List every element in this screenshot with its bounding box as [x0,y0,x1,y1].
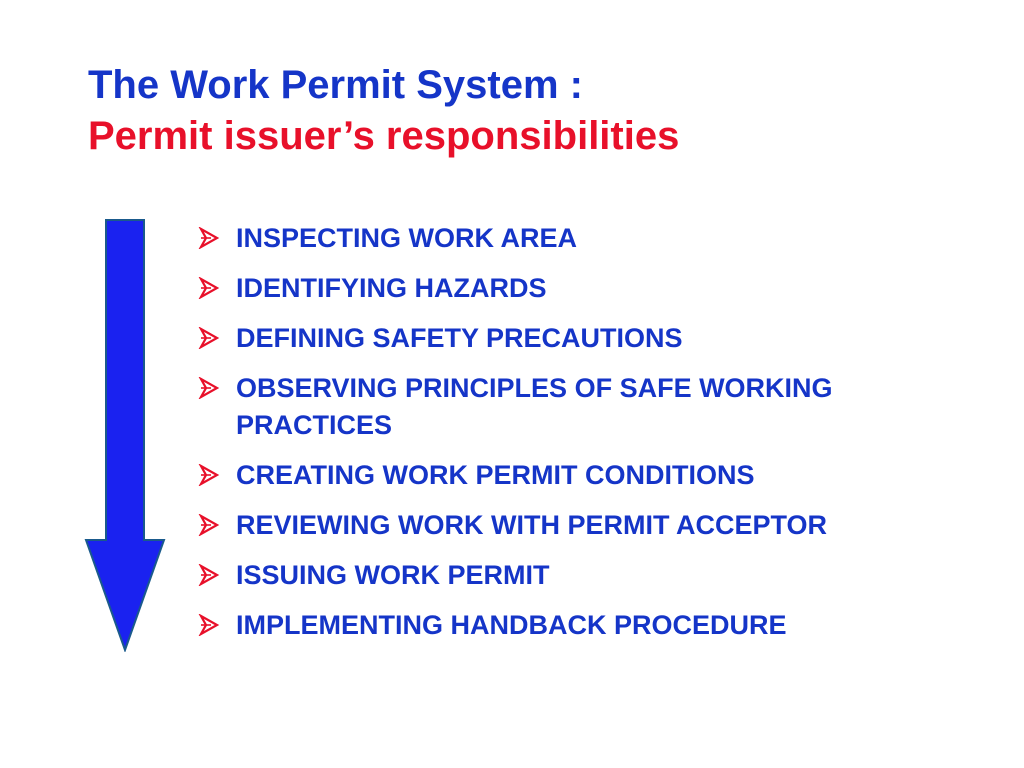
list-item-text: ISSUING WORK PERMIT [236,560,550,590]
list-item-text: INSPECTING WORK AREA [236,223,578,253]
slide-title: The Work Permit System : [88,63,583,107]
arrow-bullet-icon [198,607,236,641]
list-item-text: IDENTIFYING HAZARDS [236,273,547,303]
arrow-bullet-icon [198,370,236,404]
list-item-text: OBSERVING PRINCIPLES OF SAFE WORKING PRACTICES [236,373,833,440]
arrow-bullet-icon [198,270,236,304]
list-item [198,557,1008,594]
list-item-text: IMPLEMENTING HANDBACK PROCEDURE [236,610,787,640]
list-item [198,507,1008,544]
list-item [198,457,1008,494]
list-item [198,607,1008,644]
title-block [88,60,988,162]
list-item-text: DEFINING SAFETY PRECAUTIONS [236,323,683,353]
arrow-bullet-icon [198,220,236,254]
list-item [198,270,1008,307]
down-arrow-icon [84,218,166,652]
list-item-text: CREATING WORK PERMIT CONDITIONS [236,460,755,490]
list-item [198,220,1008,257]
arrow-bullet-icon [198,507,236,541]
arrow-bullet-icon [198,557,236,591]
slide-subtitle: Permit issuer’s responsibilities [88,114,680,158]
arrow-bullet-icon [198,457,236,491]
list-item-text: REVIEWING WORK WITH PERMIT ACCEPTOR [236,510,827,540]
responsibilities-list [198,220,1008,657]
arrow-bullet-icon [198,320,236,354]
list-item [198,320,1008,357]
list-item [198,370,1008,444]
